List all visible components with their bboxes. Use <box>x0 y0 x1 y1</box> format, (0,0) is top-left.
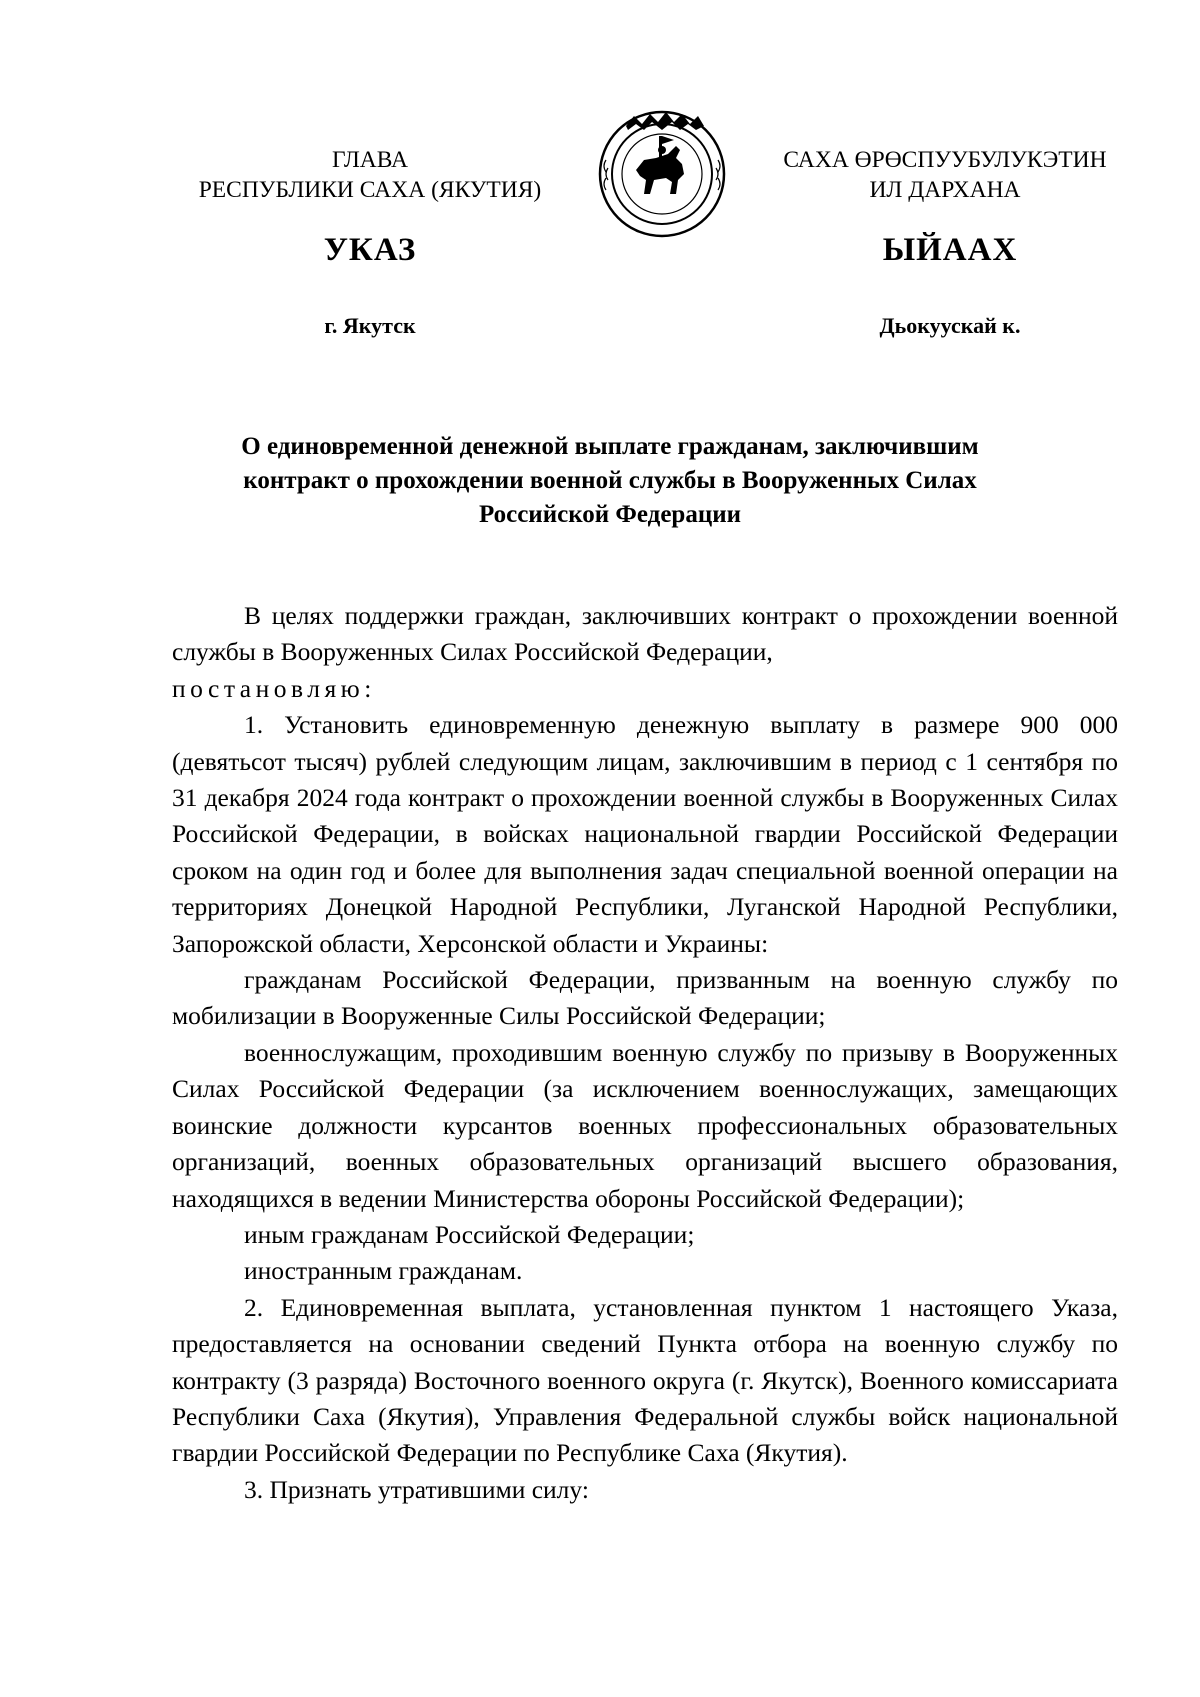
decree-type-ru: УКАЗ <box>323 232 417 268</box>
item-1: 1. Установить единовременную денежную выплату в размере 900 000 (девятьсот тысяч) рублей следующим лицам, заключившим в период с 1 сентября по 31 декабря 2024 года контракт о прохождении военной службы в Вооруженных Силах Российской Федерации, в войсках национальной гвардии Российской Федерации сроком на один год и более для выполнения задач специальной военной операции на территориях Донецкой Народной Республики, Луганской Народной Республики, Запорожской области, Херсонской области и Украины: <box>172 710 1118 958</box>
issuer-ru-line2: РЕСПУБЛИКИ САХА (ЯКУТИЯ) <box>198 177 542 203</box>
item-1-sub-4: иностранным гражданам. <box>244 1256 523 1286</box>
item-3: 3. Признать утратившими силу: <box>244 1474 589 1504</box>
issuer-ru-line1: ГЛАВА <box>332 147 408 173</box>
item-1-sub-2: военнослужащим, проходившим военную службу по призыву в Вооруженных Силах Российской Федерации (за исключением военнослужащих, замещающих воинские должности курсантов военных профессиональных образовательных организаций, военных образовательных организаций высшего образования, находящихся в ведении Министерства обороны Российской Федерации); <box>172 1037 1118 1213</box>
city-sah: Дьокуускай к. <box>879 313 1021 338</box>
issuer-sah-line1: САХА ӨРӨСПУУБУЛУКЭТИН <box>783 147 1107 173</box>
document-title <box>200 430 1020 532</box>
item-2: 2. Единовременная выплата, установленная пунктом 1 настоящего Указа, предоставляется на основании сведений Пункта отбора на военную службу по контракту (3 разряда) Восточного военного округа (г. Якутск), Военного комиссариата Республики Саха (Якутия), Управления Федеральной службы войск национальной гвардии Российской Федерации по Республике Саха (Якутия). <box>172 1292 1118 1468</box>
intro-paragraph: В целях поддержки граждан, заключивших контракт о прохождении военной службы в Вооруженных Силах Российской Федерации, <box>172 601 1118 667</box>
title-line-2: контракт о прохождении военной службы в Вооруженных Силах <box>243 467 977 494</box>
issuer-sah <box>740 145 1150 205</box>
item-1-sub-3: иным гражданам Российской Федерации; <box>244 1219 695 1249</box>
issuer-ru <box>150 145 590 205</box>
item-1-sub-1: гражданам Российской Федерации, призванным на военную службу по мобилизации в Вооруженные Силы Российской Федерации; <box>172 965 1118 1031</box>
title-line-3: Российской Федерации <box>478 501 742 528</box>
decree-type-sah: ЫЙААХ <box>882 232 1018 268</box>
city-ru: г. Якутск <box>324 313 416 338</box>
title-line-1: О единовременной денежной выплате гражданам, заключившим <box>241 433 979 460</box>
decree-word: постановляю: <box>172 673 376 703</box>
document-body <box>172 598 1118 1508</box>
issuer-sah-line2: ИЛ ДАРХАНА <box>869 177 1021 203</box>
coat-of-arms-icon <box>596 108 728 240</box>
